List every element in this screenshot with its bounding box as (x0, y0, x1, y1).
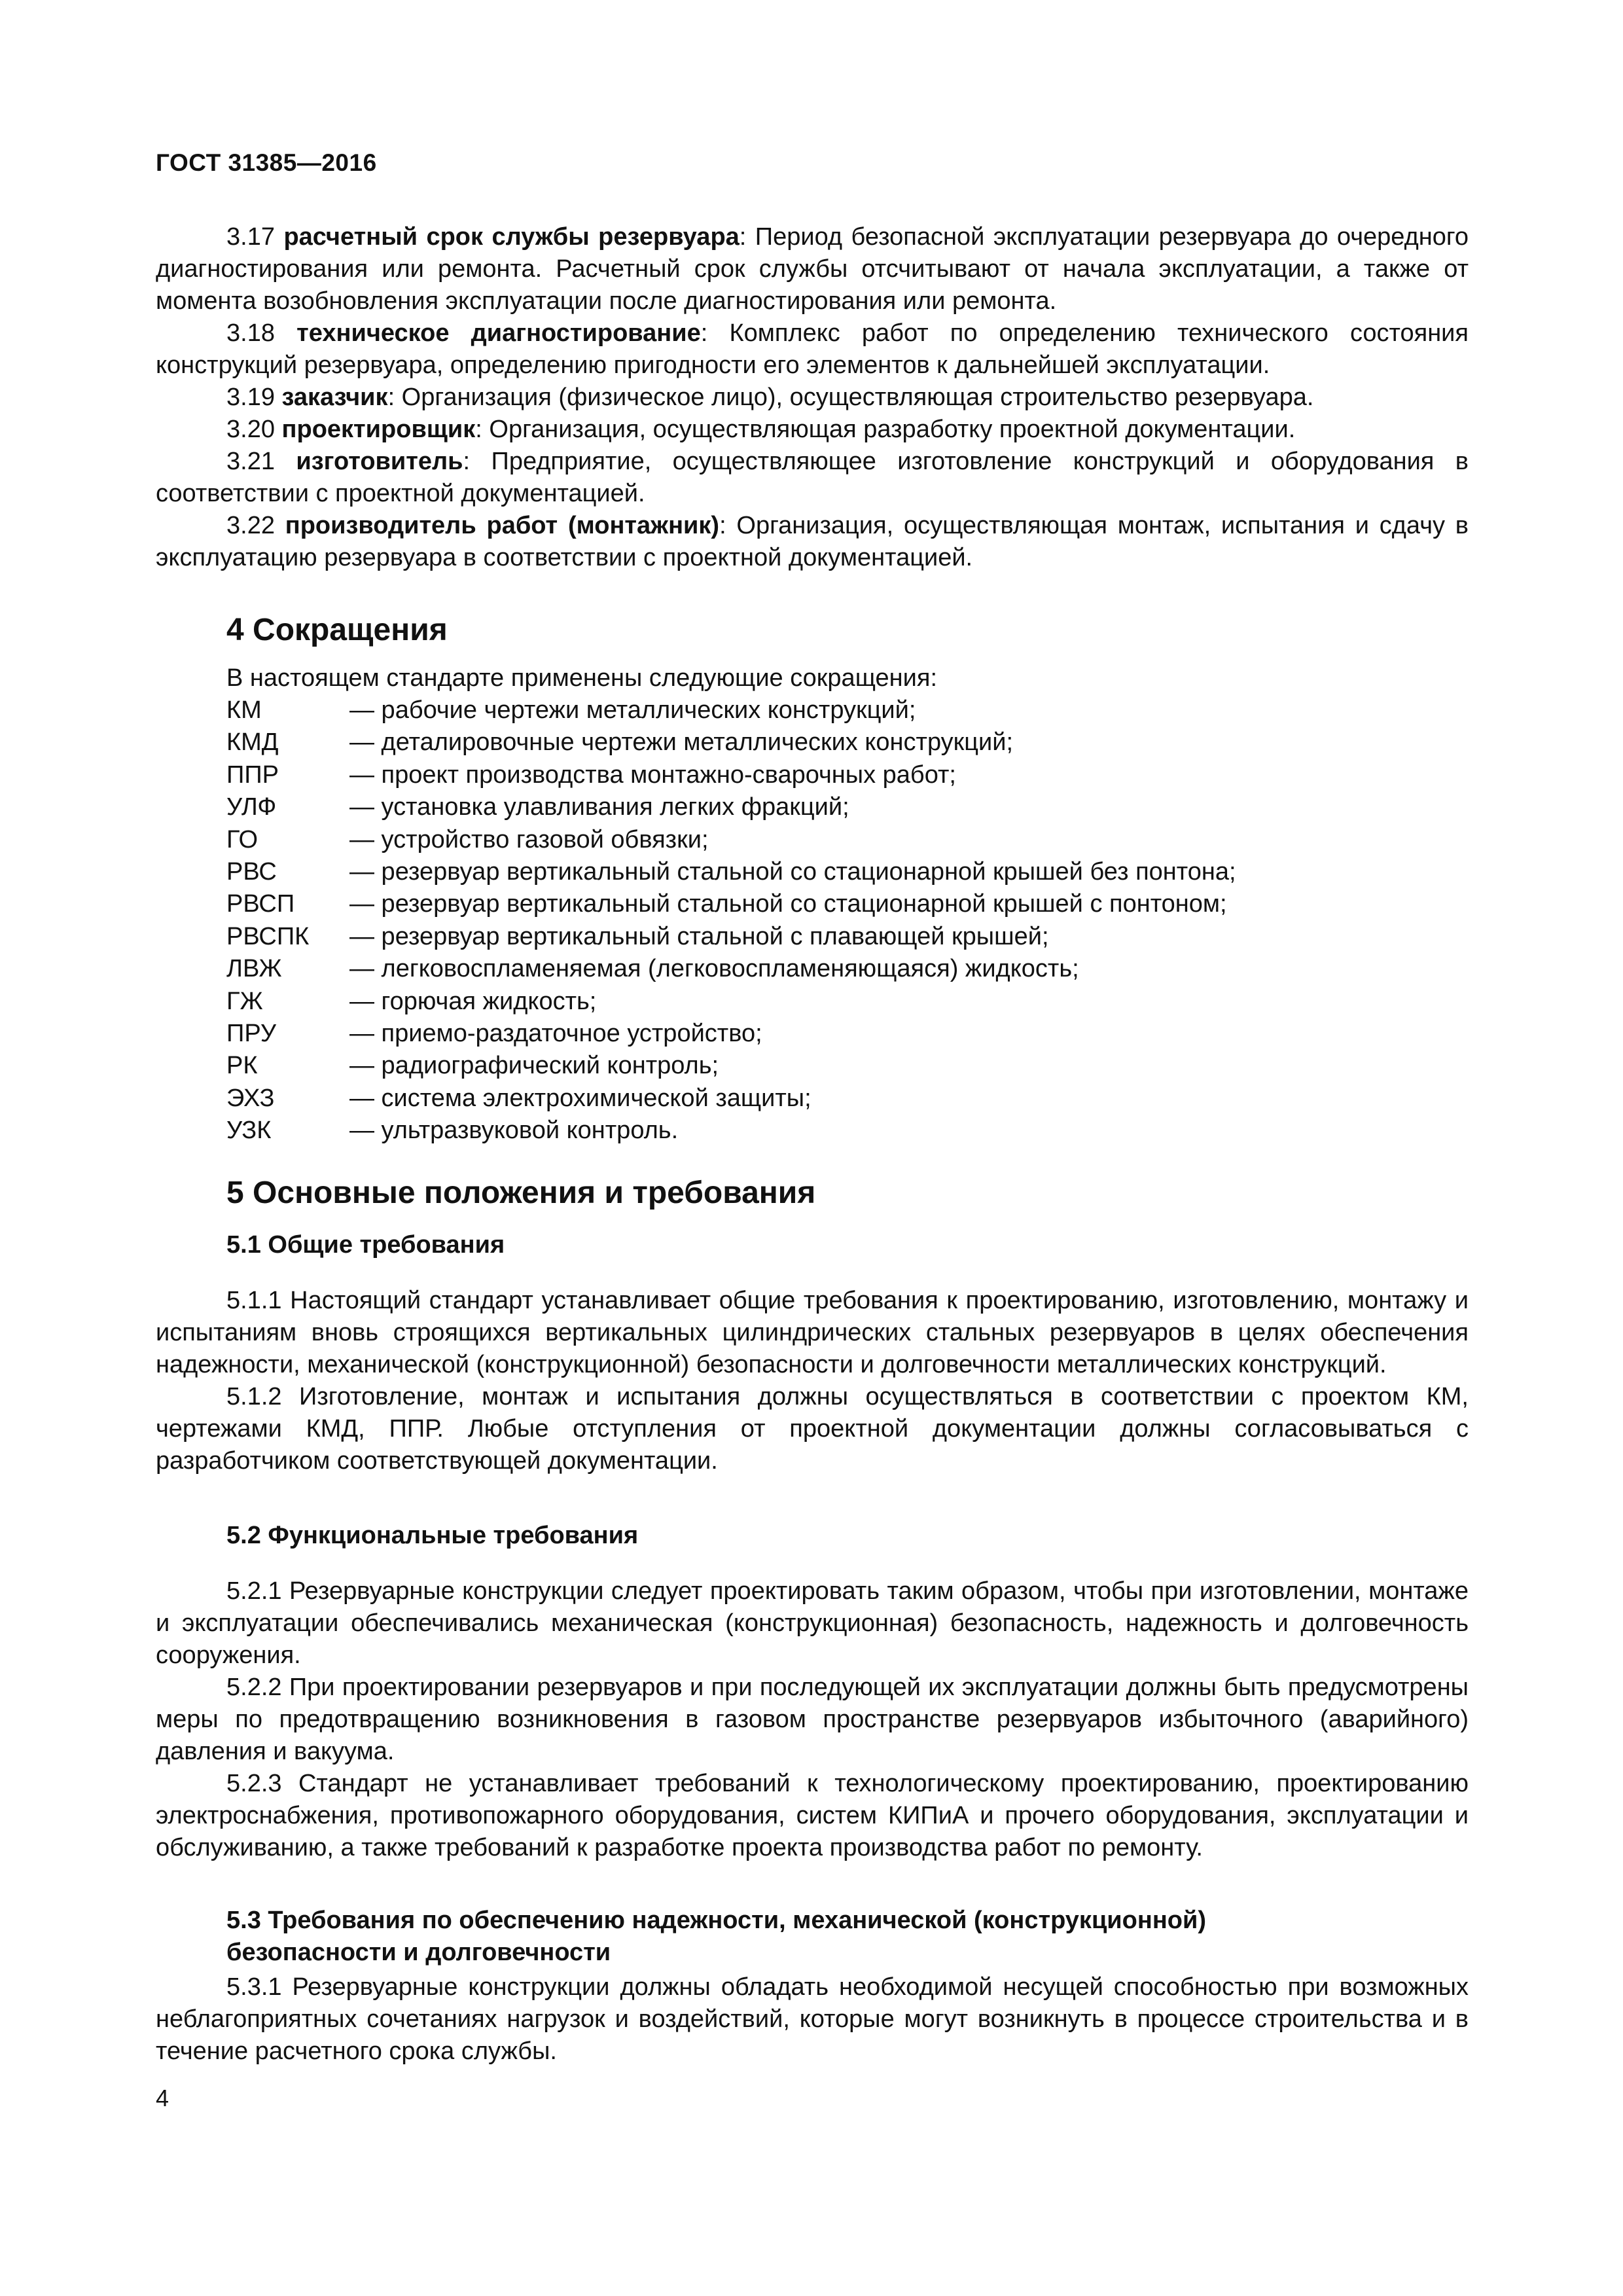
section-4-title: 4 Сокращения (226, 613, 448, 647)
abbreviation-row (226, 1018, 1236, 1050)
abbreviation-desc: — радиографический контроль; (349, 1052, 719, 1080)
abbreviation-desc: — рабочие чертежи металлических конструкций; (349, 696, 916, 724)
abbreviation-code: КМ (226, 696, 262, 724)
section-5-2-title: 5.2 Функциональные требования (226, 1522, 639, 1549)
section-5-1-body (156, 1285, 1469, 1477)
abbreviation-row (226, 791, 1236, 823)
abbreviation-code: ППР (226, 761, 279, 789)
section-5-3-title-line2: безопасности и долговечности (226, 1939, 611, 1966)
section-5-3-title (226, 1905, 1470, 1969)
term-3-18: 3.18 техническое диагностирование: Комплекс работ по определению технического состояния конструкций резервуара, определению пригодности его элементов к дальнейшей эксплуатации. (156, 319, 1469, 379)
abbreviation-row (226, 726, 1236, 759)
abbreviation-desc: — горючая жидкость; (349, 987, 597, 1015)
abbreviation-row (226, 694, 1236, 726)
abbreviation-row (226, 888, 1236, 920)
abbreviation-desc: — ультразвуковой контроль. (349, 1117, 679, 1145)
section-4-intro: В настоящем стандарте применены следующие сокращения: (226, 664, 938, 692)
paragraph-5-2-1: 5.2.1 Резервуарные конструкции следует проектировать таким образом, чтобы при изготовлении, монтаже и эксплуатации обеспечивались механическая (конструкционная) безопасность, надежность и долговечность сооружения. (156, 1577, 1469, 1669)
abbreviation-desc: — резервуар вертикальный стальной со стационарной крышей с понтоном; (349, 890, 1227, 918)
abbreviation-code: ПРУ (226, 1020, 276, 1048)
abbreviation-desc: — легковоспламеняемая (легковоспламеняющаяся) жидкость; (349, 955, 1079, 983)
term-3-17: 3.17 расчетный срок службы резервуара: Период безопасной эксплуатации резервуара до очередного диагностирования или ремонта. Расчетный срок службы отсчитывают от начала эксплуатации, а также от момента возобновления эксплуатации после диагностирования или ремонта. (156, 223, 1469, 315)
abbreviation-code: ЛВЖ (226, 955, 282, 983)
abbreviation-row (226, 1115, 1236, 1147)
abbreviation-desc: — резервуар вертикальный стальной со стационарной крышей без понтона; (349, 858, 1236, 886)
document-header: ГОСТ 31385—2016 (156, 149, 377, 176)
abbreviation-code: УЗК (226, 1117, 272, 1145)
section-5-3-title-line1: 5.3 Требования по обеспечению надежности, механической (конструкционной) (226, 1907, 1207, 1934)
abbreviation-desc: — деталировочные чертежи металлических конструкций; (349, 728, 1014, 757)
abbreviation-desc: — устройство газовой обвязки; (349, 825, 709, 853)
abbreviation-desc: — установка улавливания легких фракций; (349, 793, 849, 821)
abbreviation-row (226, 986, 1236, 1018)
paragraph-5-2-2: 5.2.2 При проектировании резервуаров и при последующей их эксплуатации должны быть предусмотрены меры по предотвращению возникновения в газовом пространстве резервуаров избыточного (аварийного) давления и вакуума. (156, 1674, 1469, 1765)
term-3-20: 3.20 проектировщик: Организация, осуществляющая разработку проектной документации. (226, 416, 1296, 443)
abbreviation-desc: — система электрохимической защиты; (349, 1084, 812, 1112)
section-5-title: 5 Основные положения и требования (226, 1175, 816, 1210)
abbreviation-row (226, 759, 1236, 791)
abbreviation-code: РВСП (226, 890, 295, 918)
term-3-22: 3.22 производитель работ (монтажник): Организация, осуществляющая монтаж, испытания и сдачу в эксплуатацию резервуара в соответствии с проектной документацией. (156, 512, 1469, 571)
abbreviation-code: РК (226, 1052, 258, 1080)
section-5-1-title: 5.1 Общие требования (226, 1231, 505, 1259)
abbreviation-desc: — проект производства монтажно-сварочных работ; (349, 761, 956, 789)
abbreviation-desc: — резервуар вертикальный стальной с плавающей крышей; (349, 922, 1049, 950)
terms-block (156, 221, 1469, 574)
paragraph-5-2-3: 5.2.3 Стандарт не устанавливает требований к технологическому проектированию, проектированию электроснабжения, противопожарного оборудования, систем КИПиА и прочего оборудования, эксплуатации и обслуживанию, а также требований к разработке проекта производства работ по ремонту. (156, 1770, 1469, 1861)
term-3-21: 3.21 изготовитель: Предприятие, осуществляющее изготовление конструкций и оборудования в соответствии с проектной документацией. (156, 448, 1469, 507)
section-5-2-body (156, 1575, 1469, 1864)
abbreviation-code: ГО (226, 825, 259, 853)
paragraph-5-3-1: 5.3.1 Резервуарные конструкции должны обладать необходимой несущей способностью при возможных неблагоприятных сочетаниях нагрузок и воздействий, которые могут возникнуть в процессе строительства и в течение расчетного срока службы. (156, 1973, 1469, 2065)
abbreviation-row (226, 856, 1236, 888)
page-number: 4 (156, 2085, 169, 2111)
abbreviation-code: ГЖ (226, 987, 263, 1015)
abbreviation-code: КМД (226, 728, 279, 757)
abbreviation-desc: — приемо-раздаточное устройство; (349, 1020, 762, 1048)
abbreviation-row (226, 921, 1236, 953)
abbreviation-row (226, 1050, 1236, 1082)
abbreviation-row (226, 1083, 1236, 1115)
abbreviation-code: РВС (226, 858, 277, 886)
abbreviation-row (226, 953, 1236, 985)
paragraph-5-1-2: 5.1.2 Изготовление, монтаж и испытания должны осуществляться в соответствии с проектом КМ, чертежами КМД, ППР. Любые отступления от проектной документации должны согласовываться с разработчиком соответствующей документации. (156, 1383, 1469, 1475)
abbreviation-row (226, 824, 1236, 856)
abbreviation-code: ЭХЗ (226, 1084, 275, 1112)
abbreviation-code: РВСПК (226, 922, 310, 950)
term-3-19: 3.19 заказчик: Организация (физическое лицо), осуществляющая строительство резервуара. (226, 384, 1314, 411)
abbreviation-code: УЛФ (226, 793, 277, 821)
section-5-3-body (156, 1971, 1469, 2068)
paragraph-5-1-1: 5.1.1 Настоящий стандарт устанавливает общие требования к проектированию, изготовлению, монтажу и испытаниям вновь строящихся вертикальных цилиндрических стальных резервуаров в целях обеспечения надежности, механической (конструкционной) безопасности и долговечности металлических конструкций. (156, 1287, 1469, 1378)
abbreviations-list (226, 694, 1236, 1147)
